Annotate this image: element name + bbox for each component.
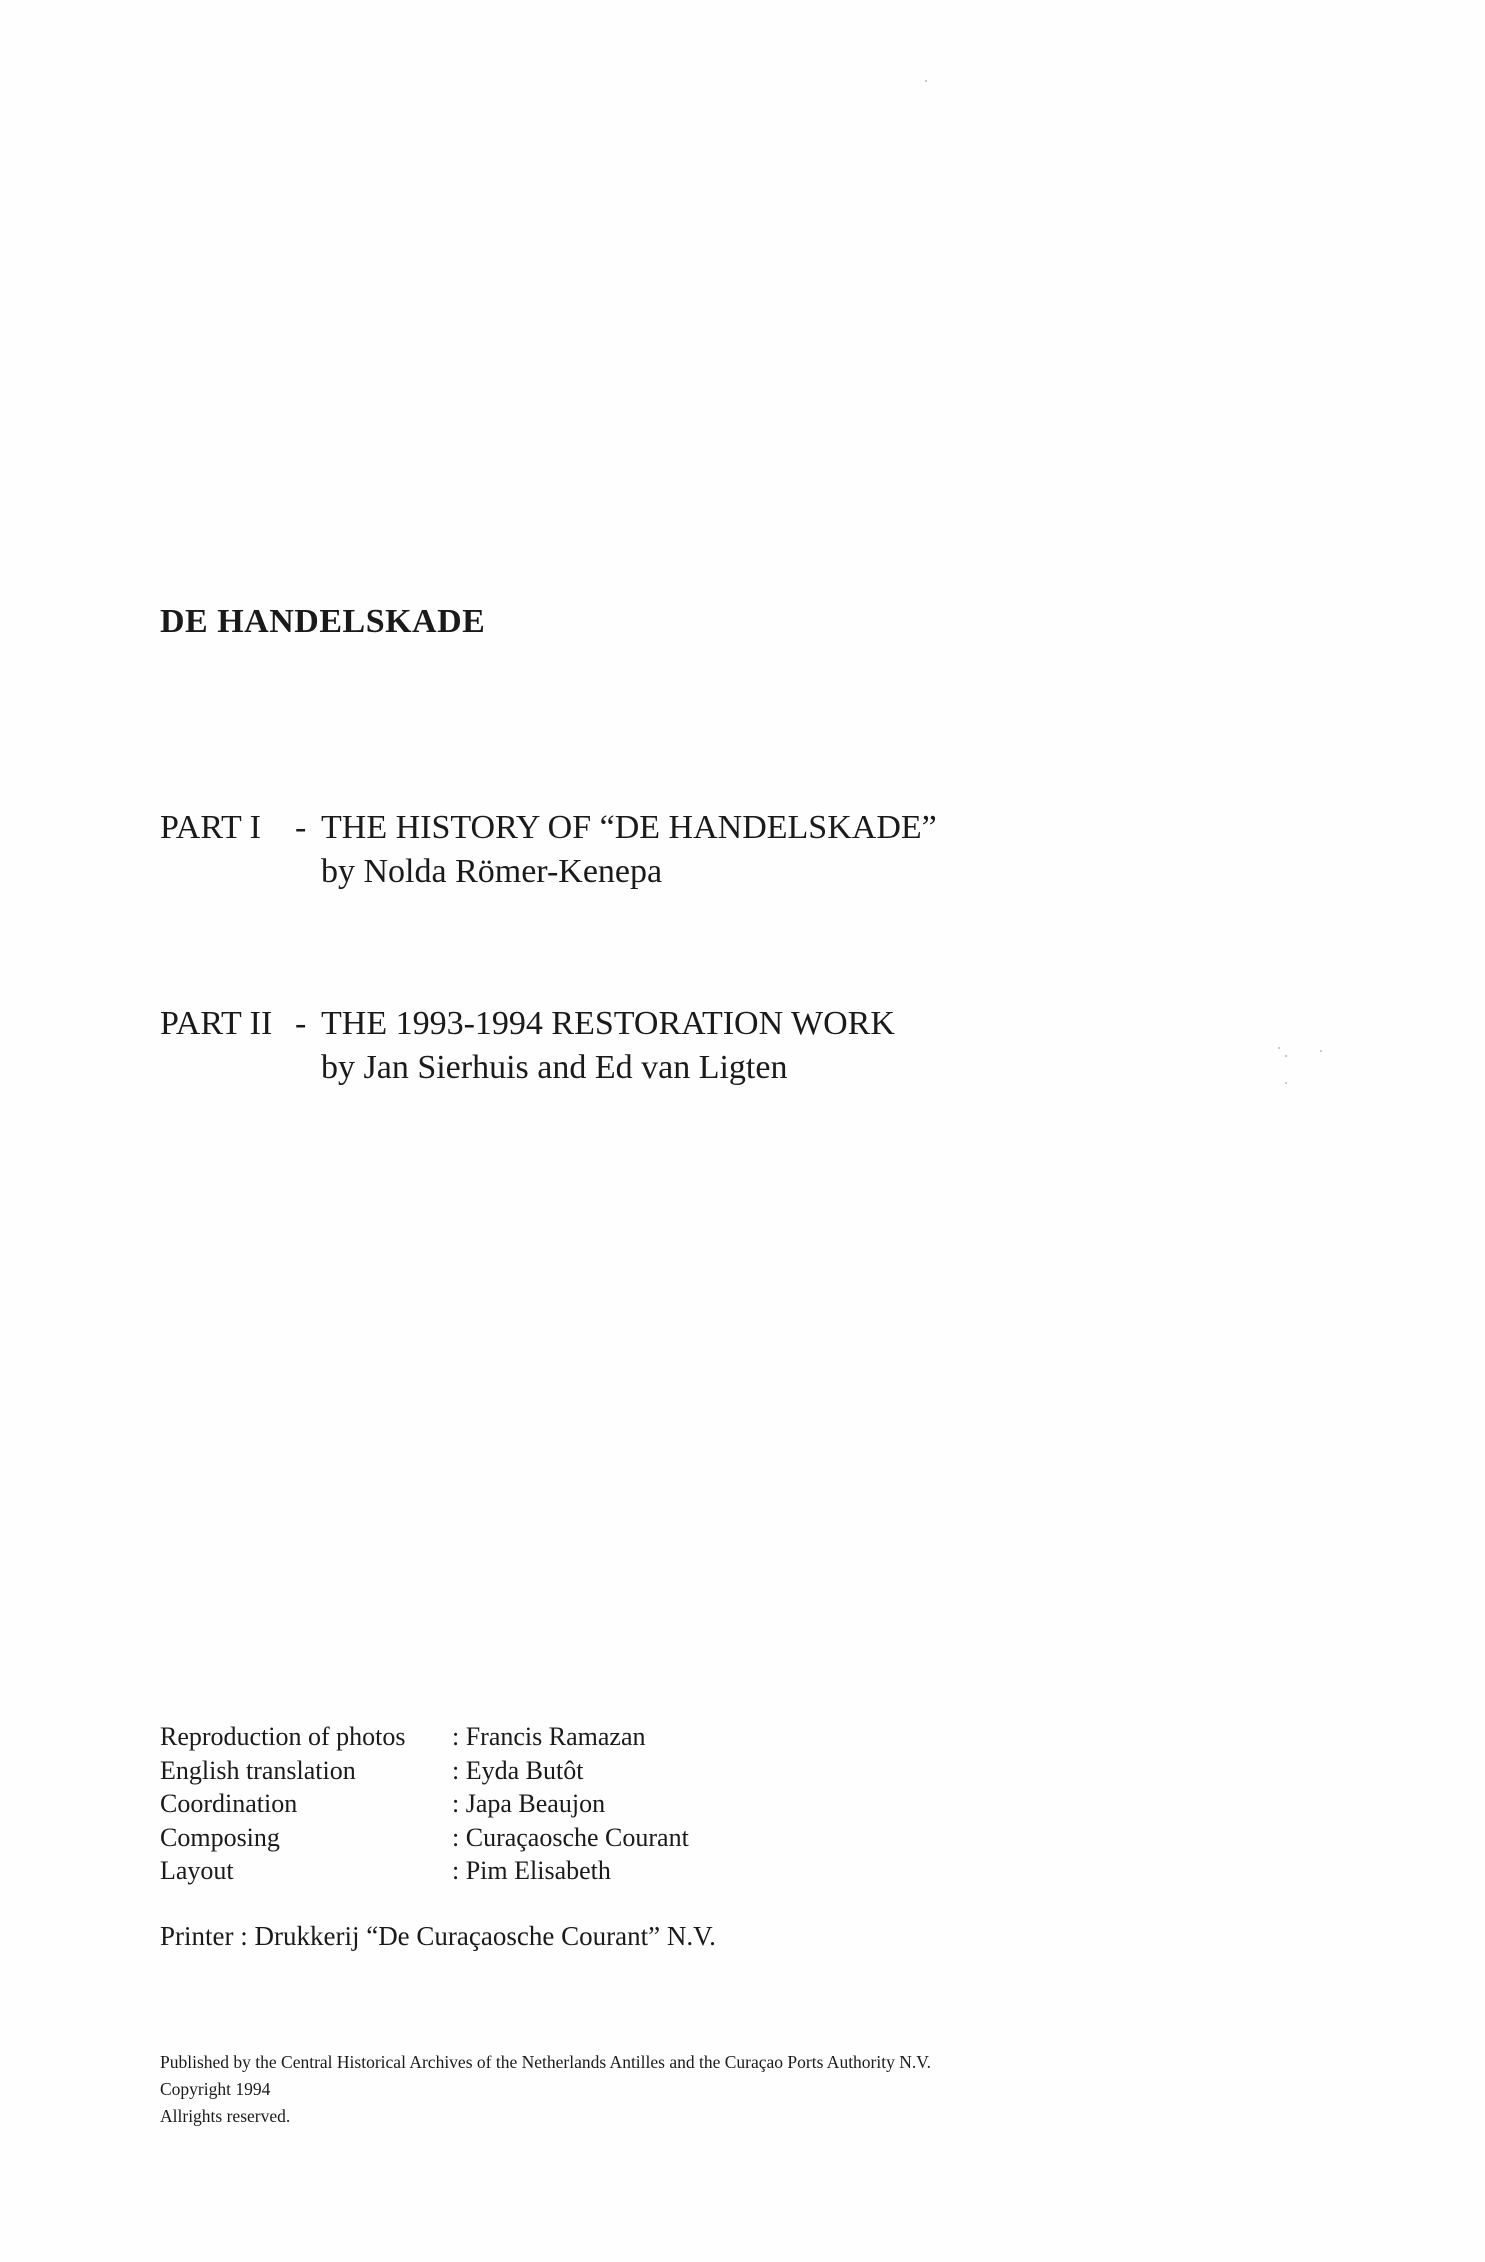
part-1-separator: -: [295, 809, 307, 846]
credits-row: [160, 1787, 689, 1821]
publisher-line: Published by the Central Historical Archives of the Netherlands Antilles and the Curaçao Ports Authority N.V.: [160, 2052, 932, 2072]
part-2-heading: THE 1993-1994 RESTORATION WORK: [321, 1005, 895, 1042]
credit-role: English translation: [160, 1755, 356, 1785]
credits-row: [160, 1720, 689, 1754]
part-1-byline: by Nolda Römer-Kenepa: [321, 853, 663, 890]
credit-name: : Pim Elisabeth: [452, 1856, 611, 1885]
scan-speck: [1278, 1047, 1280, 1049]
copyright-line: Copyright 1994: [160, 2079, 271, 2099]
part-2-heading-row: [160, 1002, 895, 1046]
part-2-number: PART II: [160, 1005, 273, 1042]
part-1-heading: THE HISTORY OF “DE HANDELSKADE”: [321, 809, 937, 846]
scan-speck: [1285, 1055, 1287, 1057]
credit-name: : Japa Beaujon: [452, 1789, 606, 1818]
scan-speck: [925, 80, 927, 82]
credit-role: Composing: [160, 1822, 280, 1852]
printer-line: Printer : Drukkerij “De Curaçaosche Courant” N.V.: [160, 1921, 716, 1951]
part-1-number: PART I: [160, 809, 261, 846]
document-title: DE HANDELSKADE: [160, 603, 486, 640]
scan-speck: [1285, 1082, 1287, 1084]
part-1-heading-row: [160, 806, 937, 850]
part-1-block: [160, 806, 937, 894]
credits-row: [160, 1821, 689, 1855]
credits-table: [160, 1720, 689, 1888]
rights-line: Allrights reserved.: [160, 2106, 291, 2126]
credit-role: Coordination: [160, 1789, 298, 1818]
scan-speck: [1320, 1050, 1322, 1052]
credit-name: : Eyda Butôt: [452, 1755, 584, 1785]
part-2-block: [160, 1002, 895, 1090]
credits-row: [160, 1754, 689, 1788]
credits-row: [160, 1854, 689, 1888]
credit-role: Reproduction of photos: [160, 1722, 406, 1751]
part-2-separator: -: [295, 1005, 307, 1042]
imprint-block: [160, 2049, 931, 2130]
part-2-byline: by Jan Sierhuis and Ed van Ligten: [321, 1049, 788, 1086]
credit-name: : Francis Ramazan: [452, 1722, 646, 1751]
credit-role: Layout: [160, 1856, 234, 1885]
credit-name: : Curaçaosche Courant: [452, 1822, 689, 1852]
